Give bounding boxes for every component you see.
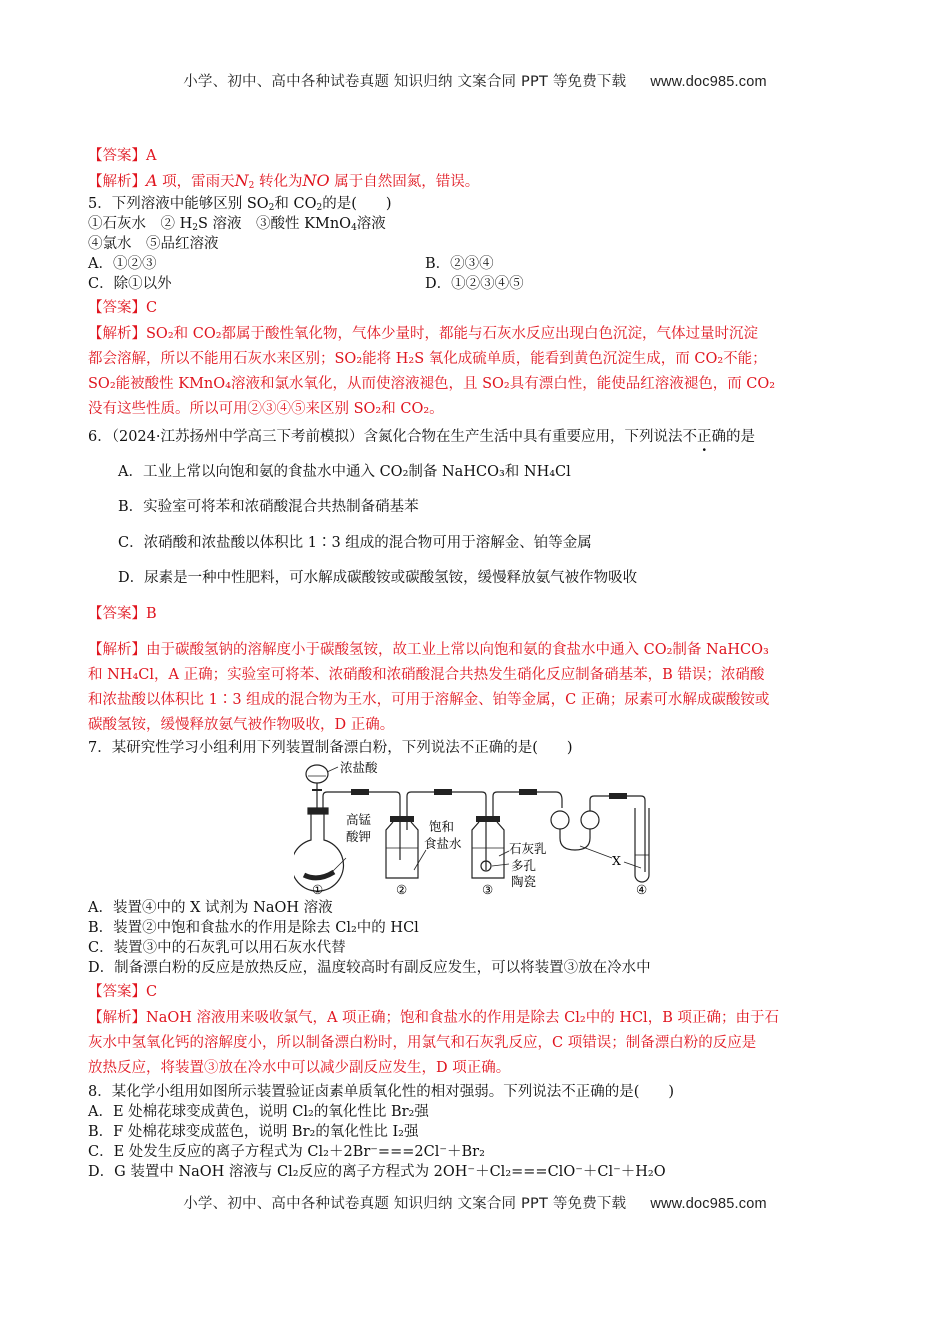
analysis-text: SO₂和 CO₂都属于酸性氧化物，气体少量时，都能与石灰水反应出现白色沉淀，气体过量时沉淀 bbox=[146, 326, 759, 342]
option-text: 除①以外 bbox=[113, 276, 172, 292]
option-label: A． bbox=[118, 464, 143, 480]
option-label: B． bbox=[88, 1124, 114, 1140]
q6-analysis bbox=[88, 638, 860, 738]
q5-option-a[interactable] bbox=[88, 254, 156, 274]
option-label: A． bbox=[88, 1104, 113, 1120]
answer-label: 【答案】 bbox=[88, 606, 146, 622]
q8-option-a[interactable] bbox=[88, 1102, 429, 1122]
stem-text: 的是 bbox=[725, 429, 755, 445]
option-text: ①②③ bbox=[112, 256, 157, 272]
diagram-label: X bbox=[612, 853, 621, 868]
q7-stem: 7．某研究性学习小组利用下列装置制备漂白粉，下列说法不正确的是( ) bbox=[88, 740, 573, 756]
q5-option-b[interactable] bbox=[425, 254, 494, 274]
subscript: 2 bbox=[248, 181, 255, 191]
q7-option-c[interactable] bbox=[88, 938, 346, 958]
option-text: 制备漂白粉的反应是放热反应，温度较高时有副反应发生，可以将装置③放在冷水中 bbox=[114, 960, 651, 976]
q6-answer bbox=[88, 604, 157, 624]
math-a: A bbox=[146, 171, 158, 190]
option-text: ②③④ bbox=[450, 256, 494, 272]
analysis-line: 灰水中氢氧化钙的溶解度小，所以制备漂白粉时，用氯气和石灰乳反应，C 项错误；制备漂白粉的反应是 bbox=[88, 1035, 757, 1051]
item-text: ①石灰水 bbox=[88, 216, 146, 232]
stem-text: 和 CO bbox=[274, 196, 317, 212]
q6-option-b[interactable] bbox=[118, 497, 419, 517]
option-label: D． bbox=[118, 570, 145, 586]
stem-text: 的是( ) bbox=[322, 196, 392, 212]
answer-label: 【答案】 bbox=[88, 148, 146, 164]
apparatus-number: ② bbox=[396, 882, 408, 897]
q8-option-d[interactable] bbox=[88, 1162, 666, 1182]
math-n: N bbox=[234, 171, 249, 190]
header-url[interactable]: www.doc985.com bbox=[650, 74, 767, 90]
analysis-line bbox=[88, 638, 860, 663]
q5-analysis bbox=[88, 322, 860, 422]
q5-answer bbox=[88, 298, 157, 318]
page-header bbox=[0, 70, 950, 91]
option-label: B． bbox=[118, 499, 144, 515]
analysis-line: SO₂能被酸性 KMnO₄溶液和氯水氧化，从而使溶液褪色，且 SO₂具有漂白性，能使品红溶液褪色，而 CO₂ bbox=[88, 376, 776, 392]
option-text: E 处棉花球变成黄色，说明 Cl₂的氧化性比 Br₂强 bbox=[112, 1104, 429, 1120]
footer-url[interactable]: www.doc985.com bbox=[650, 1196, 767, 1212]
q5-option-d[interactable] bbox=[425, 274, 524, 294]
option-text: ①②③④⑤ bbox=[451, 276, 524, 292]
q5-items-line1: ①石灰水 ② $H_2S$ 溶液 ③酸性 KMnO$_4$溶液 bbox=[88, 216, 386, 233]
diagram-label: 酸钾 bbox=[346, 829, 372, 844]
analysis-label: 【解析】 bbox=[88, 1010, 146, 1026]
item-text: 溶液 bbox=[356, 216, 386, 232]
option-label: B． bbox=[425, 256, 451, 272]
q8-option-c[interactable] bbox=[88, 1142, 485, 1162]
q6-option-a[interactable] bbox=[118, 462, 571, 482]
option-label: C． bbox=[88, 1144, 114, 1160]
option-label: A． bbox=[88, 256, 113, 272]
option-label: A． bbox=[88, 900, 113, 916]
q4-answer bbox=[88, 146, 156, 166]
emphasized-text: 不正确 bbox=[682, 429, 726, 445]
q8-option-b[interactable] bbox=[88, 1122, 418, 1142]
diagram-label: 多孔 bbox=[511, 858, 537, 873]
q5-stem: 5．下列溶液中能够区别 $SO_2$和 $CO_2$的是( ) bbox=[88, 196, 392, 213]
option-text: 尿素是一种中性肥料，可水解成碳酸铵或碳酸氢铵，缓慢释放氨气被作物吸收 bbox=[144, 570, 638, 586]
analysis-line bbox=[88, 322, 860, 347]
header-text: 小学、初中、高中各种试卷真题 知识归纳 文案合同 PPT 等免费下载 bbox=[183, 74, 627, 90]
option-text: 浓硝酸和浓盐酸以体积比 1∶3 组成的混合物可用于溶解金、铂等金属 bbox=[143, 535, 592, 551]
q5-option-c[interactable] bbox=[88, 274, 172, 294]
diagram-label: 饱和 bbox=[429, 819, 455, 834]
apparatus-number: ④ bbox=[636, 882, 648, 897]
stem-text: 6．（2024·江苏扬州中学高三下考前模拟）含氮化合物在生产生活中具有重要应用，下列说法 bbox=[88, 429, 683, 445]
item-text: S 溶液 bbox=[198, 216, 242, 232]
option-text: 装置③中的石灰乳可以用石灰水代替 bbox=[113, 940, 346, 956]
answer-value: C bbox=[146, 984, 158, 1000]
analysis-text: 由于碳酸氢钠的溶解度小于碳酸氢铵，故工业上常以向饱和氨的食盐水中通入 CO₂制备 NaHCO₃ bbox=[146, 642, 769, 658]
answer-value: C bbox=[146, 300, 158, 316]
analysis-label: 【解析】 bbox=[88, 326, 146, 342]
option-text: 工业上常以向饱和氨的食盐水中通入 CO₂制备 NaHCO₃和 NH₄Cl bbox=[142, 464, 571, 480]
diagram-label: 高锰 bbox=[346, 812, 372, 827]
analysis-label: 【解析】 bbox=[88, 642, 146, 658]
analysis-label: 【解析】 bbox=[88, 174, 146, 190]
analysis-text: 项，雷雨天 bbox=[157, 174, 235, 190]
analysis-line: 没有这些性质。所以可用②③④⑤来区别 SO₂和 CO₂。 bbox=[88, 401, 444, 417]
analysis-line: 和浓盐酸以体积比 1∶3 组成的混合物为王水，可用于溶解金、铂等金属，C 正确；尿素可水解成碳酸铵或 bbox=[88, 692, 770, 708]
q7-option-d[interactable] bbox=[88, 958, 651, 978]
q6-option-c[interactable] bbox=[118, 533, 592, 553]
diagram-label: 浓盐酸 bbox=[340, 760, 378, 775]
q6-option-d[interactable] bbox=[118, 568, 637, 588]
apparatus-number: ① bbox=[312, 882, 324, 897]
answer-value: B bbox=[146, 606, 157, 622]
stem-text: 5．下列溶液中能够区别 SO bbox=[88, 196, 269, 212]
diagram-label: 石灰乳 bbox=[509, 841, 547, 856]
item-text: ③酸性 KMnO bbox=[256, 216, 352, 232]
analysis-line: 碳酸氢铵，缓慢释放氨气被作物吸收，D 正确。 bbox=[88, 717, 395, 733]
analysis-line bbox=[88, 1006, 860, 1031]
q7-analysis bbox=[88, 1006, 860, 1081]
analysis-text: 转化为 bbox=[254, 174, 303, 190]
answer-value: A bbox=[146, 148, 157, 164]
answer-label: 【答案】 bbox=[88, 300, 146, 316]
diagram-label: 食盐水 bbox=[424, 836, 462, 851]
analysis-text: 属于自然固氮，错误。 bbox=[329, 174, 480, 190]
analysis-line: 放热反应，将装置③放在冷水中可以减少副反应发生，D 项正确。 bbox=[88, 1060, 511, 1076]
q7-option-b[interactable] bbox=[88, 918, 419, 938]
option-label: D． bbox=[88, 960, 115, 976]
diagram-label: 陶瓷 bbox=[511, 874, 537, 889]
analysis-line: 和 NH₄Cl，A 正确；实验室可将苯、浓硝酸和浓硝酸混合共热发生硝化反应制备硝基苯，B 错误；浓硝酸 bbox=[88, 667, 765, 683]
analysis-text: NaOH 溶液用来吸收氯气，A 项正确；饱和食盐水的作用是除去 Cl₂中的 HCl，B 项正确；由于石 bbox=[146, 1010, 779, 1026]
option-text: 实验室可将苯和浓硝酸混合共热制备硝基苯 bbox=[143, 499, 419, 515]
answer-label: 【答案】 bbox=[88, 984, 146, 1000]
q5-items-line2: ④氯水 ⑤品红溶液 bbox=[88, 236, 219, 252]
q7-answer bbox=[88, 982, 157, 1002]
option-label: C． bbox=[118, 535, 144, 551]
q7-option-a[interactable] bbox=[88, 898, 333, 918]
option-label: D． bbox=[88, 1164, 115, 1180]
item-text: ② H bbox=[160, 216, 193, 232]
q6-stem bbox=[88, 427, 755, 447]
option-text: 装置②中饱和食盐水的作用是除去 Cl₂中的 HCl bbox=[113, 920, 419, 936]
option-label: C． bbox=[88, 276, 114, 292]
option-label: B． bbox=[88, 920, 114, 936]
option-text: E 处发生反应的离子方程式为 Cl₂＋2Br⁻===2Cl⁻＋Br₂ bbox=[113, 1144, 485, 1160]
analysis-line: 都会溶解，所以不能用石灰水来区别；SO₂能将 H₂S 氧化成硫单质，能看到黄色沉淀生成，而 CO₂不能； bbox=[88, 351, 767, 367]
option-text: 装置④中的 X 试剂为 NaOH 溶液 bbox=[112, 900, 333, 916]
apparatus-diagram bbox=[294, 760, 664, 898]
page-footer bbox=[0, 1192, 950, 1213]
q8-stem: 8．某化学小组用如图所示装置验证卤素单质氧化性的相对强弱。下列说法不正确的是( ) bbox=[88, 1084, 675, 1100]
q4-analysis bbox=[88, 171, 479, 192]
footer-text: 小学、初中、高中各种试卷真题 知识归纳 文案合同 PPT 等免费下载 bbox=[183, 1196, 627, 1212]
option-label: D． bbox=[425, 276, 452, 292]
option-text: F 处棉花球变成蓝色，说明 Br₂的氧化性比 I₂强 bbox=[113, 1124, 419, 1140]
apparatus-number: ③ bbox=[482, 882, 494, 897]
option-text: G 装置中 NaOH 溶液与 Cl₂反应的离子方程式为 2OH⁻＋Cl₂===ClO⁻＋Cl⁻＋H₂O bbox=[114, 1164, 666, 1180]
math-no: NO bbox=[302, 171, 330, 190]
option-label: C． bbox=[88, 940, 114, 956]
